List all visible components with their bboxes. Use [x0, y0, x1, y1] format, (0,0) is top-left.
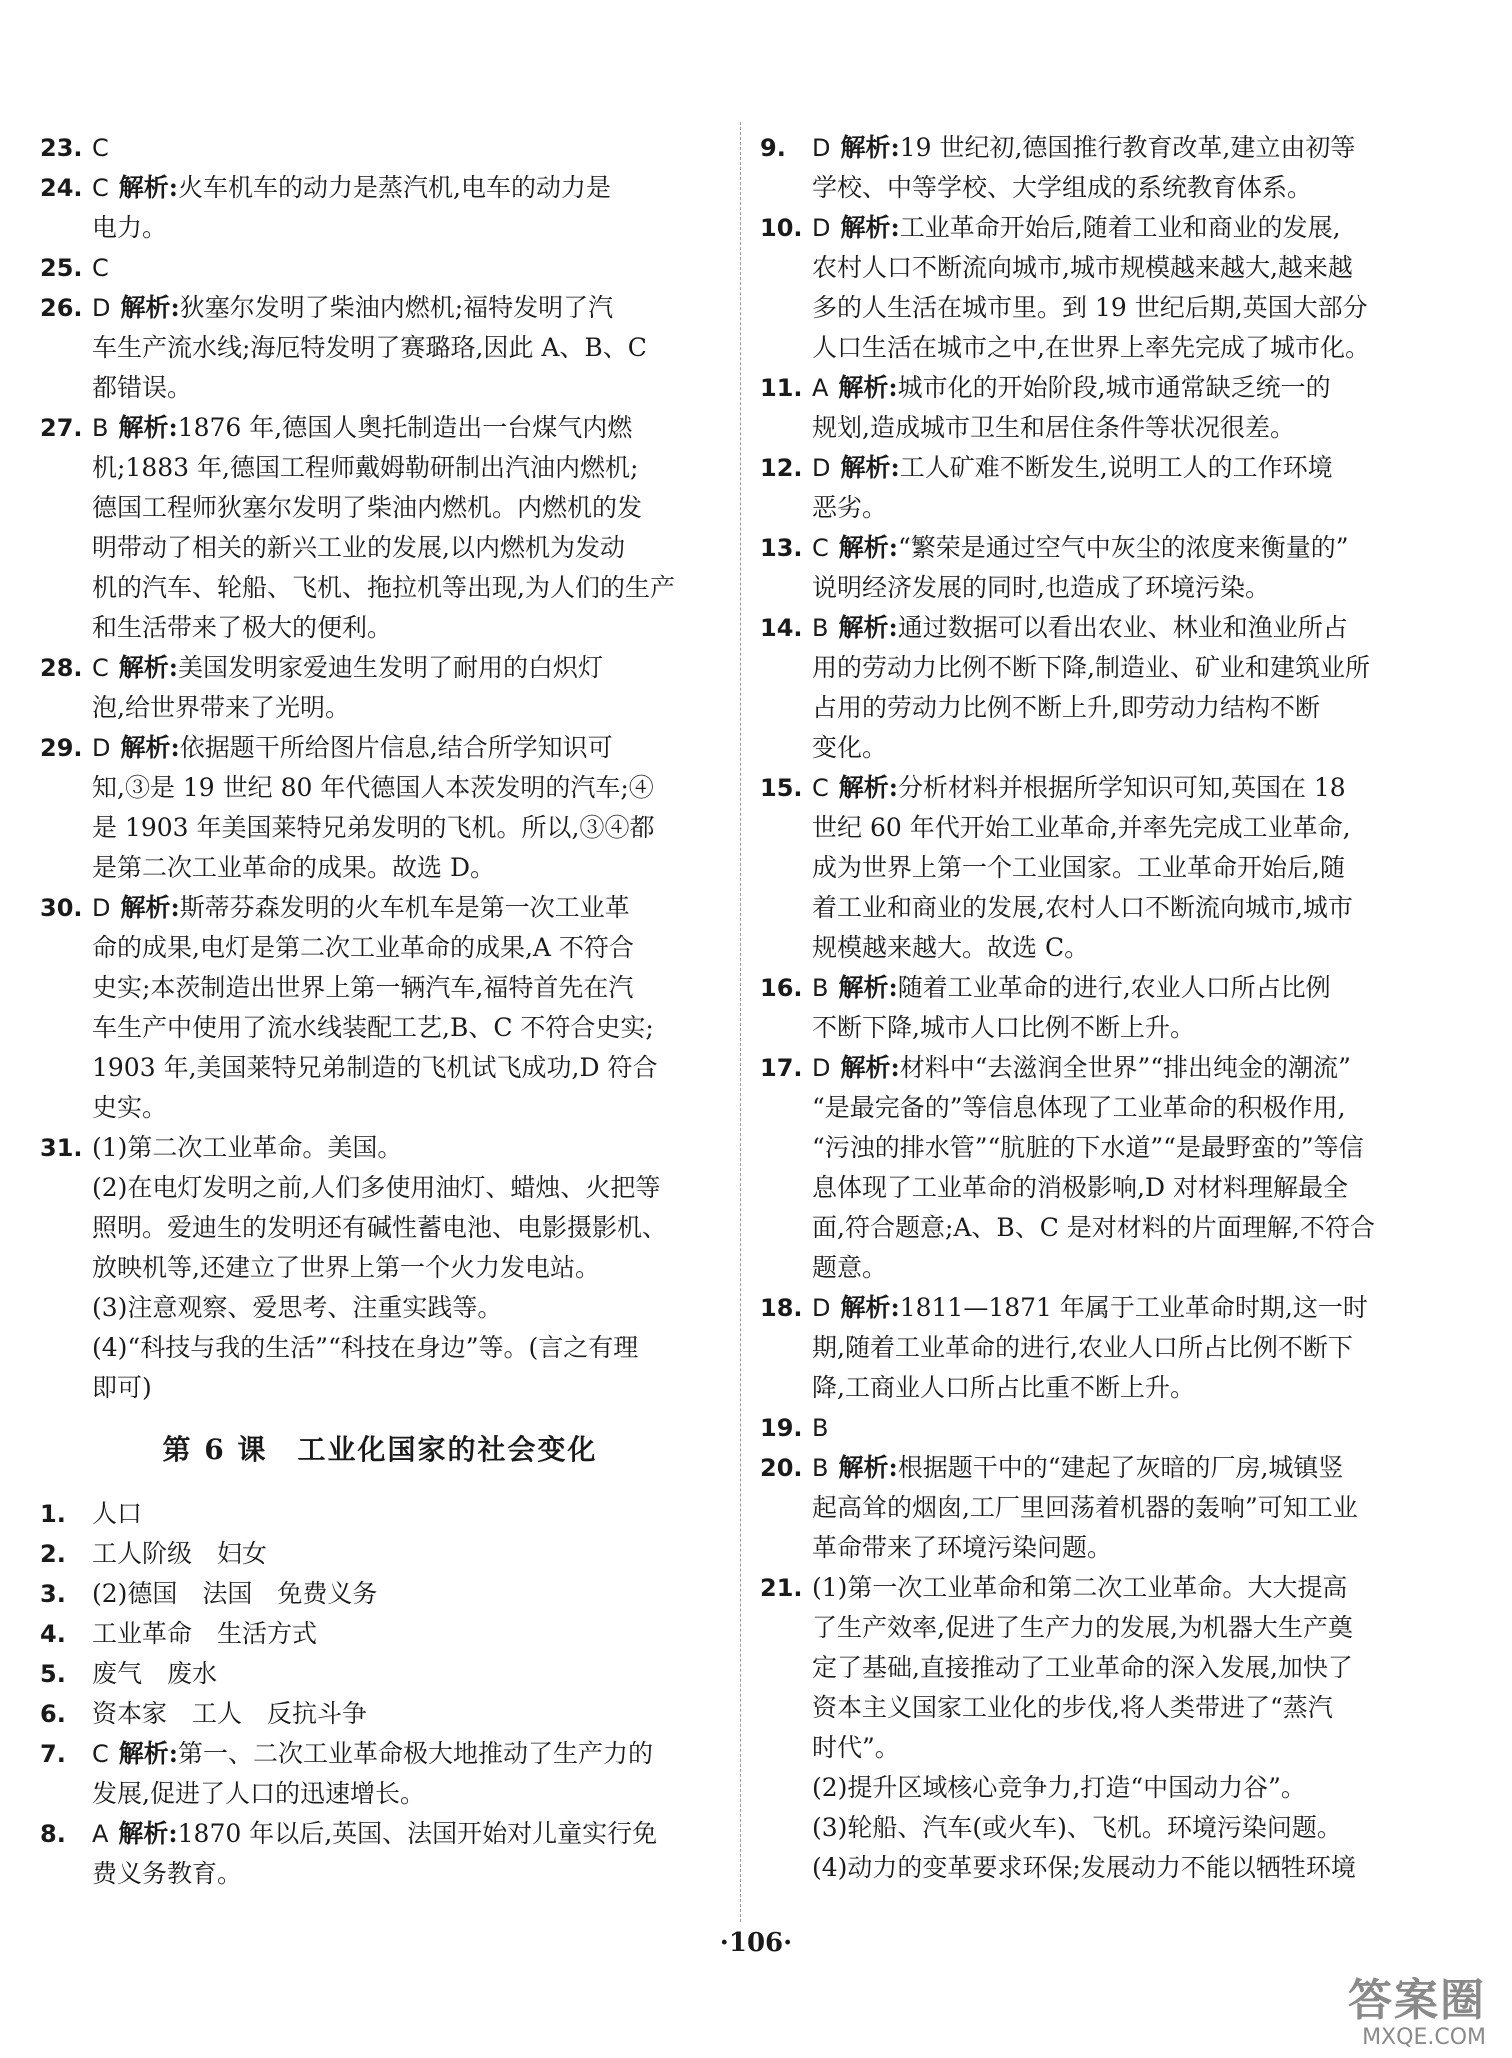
answer-item [760, 1288, 1450, 1408]
answer-item [40, 1614, 720, 1654]
answer-item [40, 1128, 720, 1408]
answer-choice: B [812, 614, 829, 642]
answer-text: 狄塞尔发明了柴油内燃机;福特发明了汽 [179, 293, 614, 322]
question-number: 19. [760, 1414, 803, 1442]
answer-item [40, 1494, 720, 1534]
explanation-label: 解析: [840, 1053, 900, 1082]
answer-line [92, 1734, 720, 1774]
answer-item [760, 1568, 1450, 1888]
answer-item [40, 1734, 720, 1814]
answer-line [92, 1614, 720, 1654]
answer-text: 火车机车的动力是蒸汽机,电车的动力是 [178, 173, 611, 202]
answer-line: 车生产流水线;海厄特发明了赛璐珞,因此 A、B、C [92, 333, 647, 362]
answer-line: 说明经济发展的同时,也造成了环境污染。 [812, 573, 1270, 602]
answer-line: 放映机等,还建立了世界上第一个火力发电站。 [92, 1253, 600, 1282]
answer-line: 成为世界上第一个工业国家。工业革命开始后,随 [812, 853, 1345, 882]
answer-item [40, 1654, 720, 1694]
answer-line: 车生产中使用了流水线装配工艺,B、C 不符合史实; [92, 1013, 654, 1042]
answer-line: 机;1883 年,德国工程师戴姆勒研制出汽油内燃机; [92, 453, 639, 482]
right-column [760, 128, 1450, 1888]
answer-item [760, 1448, 1450, 1568]
answer-line: 费义务教育。 [92, 1859, 243, 1888]
answer-line [92, 888, 720, 928]
answer-line: 知,③是 19 世纪 80 年代德国人本茨发明的汽车;④ [92, 773, 654, 802]
answer-choice: D [812, 1054, 831, 1082]
answer-line: 1903 年,美国莱特兄弟制造的飞机试飞成功,D 符合 [92, 1053, 658, 1082]
answer-line [812, 608, 1450, 648]
explanation-label: 解析: [838, 773, 898, 802]
answer-text: 工业革命开始后,随着工业和商业的发展, [899, 213, 1341, 242]
question-number: 29. [40, 734, 83, 762]
answer-choice: B [812, 1414, 829, 1442]
explanation-label: 解析: [840, 1293, 900, 1322]
answer-item [40, 1694, 720, 1734]
answer-line: 着工业和商业的发展,农村人口不断流向城市,城市 [812, 893, 1353, 922]
answer-item [40, 648, 720, 728]
question-number: 20. [760, 1454, 803, 1482]
answer-text: 根据题干中的“建起了灰暗的厂房,城镇竖 [897, 1453, 1344, 1482]
answer-choice: D [812, 214, 831, 242]
answer-line: 德国工程师狄塞尔发明了柴油内燃机。内燃机的发 [92, 493, 643, 522]
answer-line: 泡,给世界带来了光明。 [92, 693, 350, 722]
answer-item [40, 888, 720, 1128]
explanation-label: 解析: [118, 413, 178, 442]
explanation-label: 解析: [838, 973, 898, 1002]
answer-line [92, 1814, 720, 1854]
question-number: 18. [760, 1294, 803, 1322]
answer-text: 第一、二次工业革命极大地推动了生产力的 [178, 1739, 654, 1768]
answer-choice: A [812, 374, 829, 402]
answer-line: 资本主义国家工业化的步伐,将人类带进了“蒸汽 [812, 1693, 1333, 1722]
answer-text: 工人矿难不断发生,说明工人的工作环境 [899, 453, 1333, 482]
answer-choice: B [812, 1454, 829, 1482]
answer-text: 美国发明家爱迪生发明了耐用的白炽灯 [178, 653, 604, 682]
answer-line: (4)动力的变革要求环保;发展动力不能以牺牲环境 [812, 1853, 1356, 1882]
answer-choice: C [812, 534, 829, 562]
answer-choice: C [92, 174, 109, 202]
answer-text: (1)第一次工业革命和第二次工业革命。大大提高 [812, 1573, 1348, 1602]
answer-line: 时代”。 [812, 1733, 900, 1762]
answer-choice: D [92, 734, 111, 762]
watermark-logo: 答案圈 [1348, 1975, 1486, 2026]
answer-line: 降,工商业人口所占比重不断上升。 [812, 1373, 1195, 1402]
answer-text: 人口 [92, 1499, 143, 1528]
explanation-label: 解析: [120, 733, 180, 762]
column-divider [740, 122, 741, 1922]
answer-line [812, 1408, 1450, 1448]
explanation-label: 解析: [838, 613, 898, 642]
answer-text: 斯蒂芬森发明的火车机车是第一次工业革 [179, 893, 630, 922]
answer-text: 废气 废水 [92, 1659, 218, 1688]
answer-choice: B [812, 974, 829, 1002]
watermark-url: MXQE.COM [1362, 2025, 1486, 2050]
question-number: 21. [760, 1574, 803, 1602]
answer-line: 史实。 [92, 1093, 168, 1122]
answer-text: 工业革命 生活方式 [92, 1619, 318, 1648]
answer-text: 材料中“去滋润全世界”“排出纯金的潮流” [899, 1053, 1351, 1082]
answer-text: (2)德国 法国 免费义务 [92, 1579, 378, 1608]
answer-line: “是最完备的”等信息体现了工业革命的积极作用, [812, 1093, 1346, 1122]
answer-line [92, 1128, 720, 1168]
explanation-label: 解析: [120, 293, 180, 322]
explanation-label: 解析: [118, 1739, 178, 1768]
answer-line [92, 1494, 720, 1534]
right-answer-list [760, 128, 1450, 1888]
explanation-label: 解析: [118, 653, 178, 682]
answer-item [40, 1814, 720, 1894]
answer-line: 不断下降,城市人口比例不断上升。 [812, 1013, 1195, 1042]
answer-choice: C [92, 134, 109, 162]
answer-line: 农村人口不断流向城市,城市规模越来越大,越来越 [812, 253, 1353, 282]
answer-text: 分析材料并根据所学知识可知,英国在 18 [898, 773, 1346, 802]
answer-item [760, 208, 1450, 368]
question-number: 3. [40, 1580, 66, 1608]
answer-line: “污浊的排水管”“肮脏的下水道”“是最野蛮的”等信 [812, 1133, 1364, 1162]
answer-line: 电力。 [92, 213, 168, 242]
watermark [1276, 1977, 1486, 2050]
question-number: 4. [40, 1620, 66, 1648]
answer-line [92, 1654, 720, 1694]
answer-item [40, 728, 720, 888]
answer-item [760, 448, 1450, 528]
answer-line [812, 448, 1450, 488]
question-number: 31. [40, 1134, 83, 1162]
answer-line [812, 368, 1450, 408]
answer-text: 1876 年,德国人奥托制造出一台煤气内燃 [177, 413, 633, 442]
answer-line [92, 288, 720, 328]
question-number: 30. [40, 894, 83, 922]
answer-text: (1)第二次工业革命。美国。 [92, 1133, 403, 1162]
question-number: 23. [40, 134, 83, 162]
explanation-label: 解析: [118, 173, 178, 202]
answer-line: 是第二次工业革命的成果。故选 D。 [92, 853, 495, 882]
answer-item [760, 608, 1450, 768]
answer-choice: B [92, 414, 109, 442]
answer-text: 1811—1871 年属于工业革命时期,这一时 [899, 1293, 1368, 1322]
question-number: 28. [40, 654, 83, 682]
answer-line: 革命带来了环境污染问题。 [812, 1533, 1113, 1562]
answer-choice: C [92, 254, 109, 282]
question-number: 5. [40, 1660, 66, 1688]
answer-line: 期,随着工业革命的进行,农业人口所占比例不断下 [812, 1333, 1353, 1362]
question-number: 13. [760, 534, 803, 562]
answer-line [92, 128, 720, 168]
answer-line: 发展,促进了人口的迅速增长。 [92, 1779, 425, 1808]
left-answer-list [40, 128, 720, 1408]
question-number: 7. [40, 1740, 66, 1768]
answer-line [92, 648, 720, 688]
answer-item [40, 408, 720, 648]
answer-text: 19 世纪初,德国推行教育改革,建立由初等 [899, 133, 1356, 162]
section-heading: 第 6 课 工业化国家的社会变化 [162, 1433, 598, 1466]
answer-line [812, 1568, 1450, 1608]
answer-text: 工人阶级 妇女 [92, 1539, 268, 1568]
question-number: 9. [760, 134, 786, 162]
explanation-label: 解析: [118, 1819, 178, 1848]
question-number: 15. [760, 774, 803, 802]
explanation-label: 解析: [838, 533, 898, 562]
answer-line: 规划,造成城市卫生和居住条件等状况很差。 [812, 413, 1295, 442]
answer-item [40, 128, 720, 168]
answer-line: 占用的劳动力比例不断上升,即劳动力结构不断 [812, 693, 1320, 722]
answer-line: 明带动了相关的新兴工业的发展,以内燃机为发动 [92, 533, 625, 562]
explanation-label: 解析: [120, 893, 180, 922]
question-number: 2. [40, 1540, 66, 1568]
answer-line: 照明。爱迪生的发明还有碱性蓄电池、电影摄影机、 [92, 1213, 668, 1242]
question-number: 1. [40, 1500, 66, 1528]
answer-line: (3)注意观察、爱思考、注重实践等。 [92, 1293, 503, 1322]
answer-line [92, 728, 720, 768]
answer-line: 命的成果,电灯是第二次工业革命的成果,A 不符合 [92, 933, 634, 962]
answer-line: 恶劣。 [812, 493, 888, 522]
question-number: 16. [760, 974, 803, 1002]
answer-item [760, 1408, 1450, 1448]
answer-line: (2)在电灯发明之前,人们多使用油灯、蜡烛、火把等 [92, 1173, 661, 1202]
answer-line [812, 1288, 1450, 1328]
question-number: 10. [760, 214, 803, 242]
answer-choice: D [92, 894, 111, 922]
answer-line: 用的劳动力比例不断下降,制造业、矿业和建筑业所 [812, 653, 1370, 682]
question-number: 14. [760, 614, 803, 642]
answer-item [760, 1048, 1450, 1288]
answer-line [812, 528, 1450, 568]
answer-choice: C [92, 1740, 109, 1768]
answer-line [812, 208, 1450, 248]
question-number: 24. [40, 174, 83, 202]
answer-line [92, 408, 720, 448]
answer-choice: C [812, 774, 829, 802]
question-number: 17. [760, 1054, 803, 1082]
answer-line [92, 1694, 720, 1734]
answer-line: 世纪 60 年代开始工业革命,并率先完成工业革命, [812, 813, 1351, 842]
answer-choice: D [92, 294, 111, 322]
answer-line: 变化。 [812, 733, 888, 762]
answer-line: 即可) [92, 1373, 152, 1402]
answer-item [760, 528, 1450, 608]
left-column [40, 128, 720, 1894]
answer-line: 了生产效率,促进了生产力的发展,为机器大生产奠 [812, 1613, 1353, 1642]
answer-choice: D [812, 454, 831, 482]
answer-line: 学校、中等学校、大学组成的系统教育体系。 [812, 173, 1313, 202]
answer-item [760, 768, 1450, 968]
answer-line: 面,符合题意;A、B、C 是对材料的片面理解,不符合 [812, 1213, 1375, 1242]
answer-text: 城市化的开始阶段,城市通常缺乏统一的 [897, 373, 1331, 402]
answer-line: 人口生活在城市之中,在世界上率先完成了城市化。 [812, 333, 1370, 362]
explanation-label: 解析: [840, 453, 900, 482]
answer-line: 规模越来越大。故选 C。 [812, 933, 1090, 962]
answer-line: 题意。 [812, 1253, 888, 1282]
answer-line: 史实;本茨制造出世界上第一辆汽车,福特首先在汽 [92, 973, 634, 1002]
question-number: 25. [40, 254, 83, 282]
answer-choice: D [812, 134, 831, 162]
answer-text: 1870 年以后,英国、法国开始对儿童实行免 [177, 1819, 658, 1848]
section-answer-list [40, 1494, 720, 1894]
answer-text: 资本家 工人 反抗斗争 [92, 1699, 368, 1728]
answer-line [812, 1448, 1450, 1488]
answer-line: 定了基础,直接推动了工业革命的深入发展,加快了 [812, 1653, 1353, 1682]
answer-line [92, 248, 720, 288]
answer-line [812, 768, 1450, 808]
answer-line: 多的人生活在城市里。到 19 世纪后期,英国大部分 [812, 293, 1368, 322]
answer-choice: D [812, 1294, 831, 1322]
explanation-label: 解析: [840, 133, 900, 162]
answer-line: 起高耸的烟囱,工厂里回荡着机器的轰响”可知工业 [812, 1493, 1358, 1522]
explanation-label: 解析: [838, 1453, 898, 1482]
answer-line [812, 968, 1450, 1008]
answer-line: (2)提升区域核心竞争力,打造“中国动力谷”。 [812, 1773, 1306, 1802]
answer-text: 通过数据可以看出农业、林业和渔业所占 [897, 613, 1348, 642]
answer-line: 是 1903 年美国莱特兄弟发明的飞机。所以,③④都 [92, 813, 655, 842]
answer-item [40, 1574, 720, 1614]
answer-item [760, 368, 1450, 448]
answer-text: 随着工业革命的进行,农业人口所占比例 [897, 973, 1331, 1002]
explanation-label: 解析: [838, 373, 898, 402]
question-number: 27. [40, 414, 83, 442]
answer-line: 机的汽车、轮船、飞机、拖拉机等出现,为人们的生产 [92, 573, 675, 602]
answer-choice: A [92, 1820, 109, 1848]
answer-line: 都错误。 [92, 373, 193, 402]
answer-item [760, 968, 1450, 1048]
question-number: 12. [760, 454, 803, 482]
answer-item [40, 1534, 720, 1574]
answer-line: (3)轮船、汽车(或火车)、飞机。环境污染问题。 [812, 1813, 1342, 1842]
answer-line [812, 128, 1450, 168]
question-number: 8. [40, 1820, 66, 1848]
question-number: 26. [40, 294, 83, 322]
explanation-label: 解析: [840, 213, 900, 242]
answer-item [40, 248, 720, 288]
page-number: ·106· [719, 1928, 793, 1958]
answer-choice: C [92, 654, 109, 682]
question-number: 6. [40, 1700, 66, 1728]
answer-item [760, 128, 1450, 208]
answer-item [40, 168, 720, 248]
answer-line: 和生活带来了极大的便利。 [92, 613, 393, 642]
question-number: 11. [760, 374, 803, 402]
answer-line: (4)“科技与我的生活”“科技在身边”等。(言之有理 [92, 1333, 639, 1362]
answer-text: “繁荣是通过空气中灰尘的浓度来衡量的” [898, 533, 1349, 562]
answer-line: 息体现了工业革命的消极影响,D 对材料理解最全 [812, 1173, 1348, 1202]
answer-item [40, 288, 720, 408]
answer-line [92, 168, 720, 208]
answer-line [92, 1574, 720, 1614]
answer-text: 依据题干所给图片信息,结合所学知识可 [179, 733, 613, 762]
answer-line [92, 1534, 720, 1574]
answer-line [812, 1048, 1450, 1088]
